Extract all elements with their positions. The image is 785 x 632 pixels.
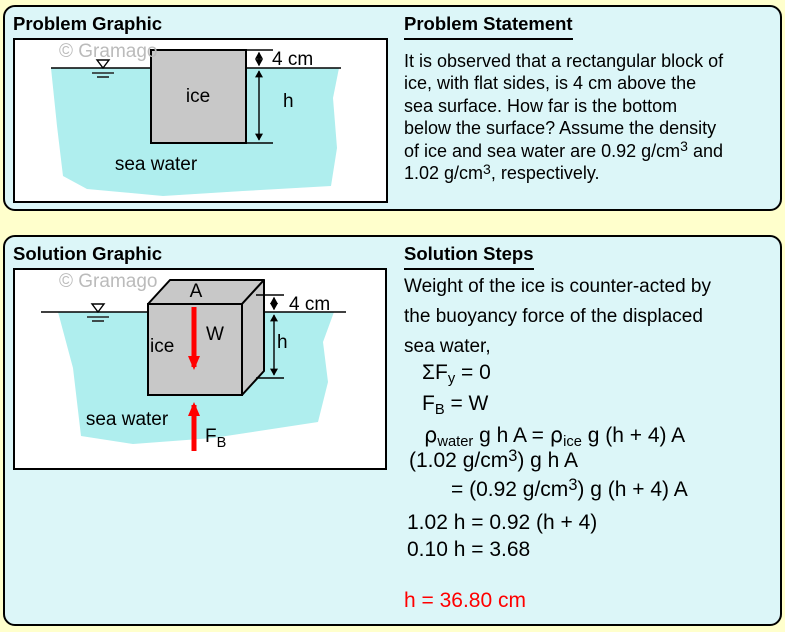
dim-h-label: h [283, 91, 294, 112]
solution-steps-title: Solution Steps [404, 243, 534, 270]
buoyancy-label: $F_B$ [205, 426, 227, 451]
equation-line: h = 36.80 cm [404, 589, 526, 612]
weight-label: W [206, 324, 224, 345]
solution-panel [3, 235, 782, 626]
statement-line: 1.02 $g/cm^3$, respectively. [404, 160, 600, 183]
problem-graphic-frame [13, 38, 388, 203]
equation-line: FB = W [422, 392, 489, 418]
problem-statement-text [404, 50, 723, 184]
statement-line: below the surface? Assume the density [404, 118, 717, 139]
equation-line: = (0.92 $g/cm^3$) g (h + 4) A [451, 475, 688, 501]
solution-graphic-title: Solution Graphic [13, 243, 163, 264]
solution-equations [404, 360, 688, 612]
equation-line: (1.02 $g/cm^3$) g h A [409, 446, 579, 472]
dim-4cm-label: 4 cm [289, 294, 331, 315]
solution-intro-text [404, 272, 711, 362]
sea-water-label: sea water [85, 409, 169, 430]
watermark: © Gramago [59, 41, 158, 62]
statement-line: of ice and sea water are 0.92 $g/cm^3$ and [404, 138, 724, 161]
problem-statement-title: Problem Statement [404, 13, 573, 40]
equation-line: 1.02 h = 0.92 (h + 4) [407, 511, 598, 534]
ice-label: ice [185, 86, 211, 107]
solution-graphic-frame [13, 268, 387, 470]
statement-line: It is observed that a rectangular block of [404, 51, 724, 71]
dim-4cm-label: 4 cm [272, 49, 314, 70]
statement-line: ice, with flat sides, is 4 cm above the [404, 73, 697, 94]
intro-line: sea water, [404, 336, 491, 357]
equation-line: ρwater g h A = ρice g (h + 4) A [424, 423, 686, 450]
statement-line: sea surface. How far is the bottom [404, 95, 678, 116]
intro-line: Weight of the ice is counter-acted by [404, 276, 711, 297]
problem-panel [3, 5, 782, 211]
solution-diagram [15, 270, 385, 468]
free-surface-marker-icon [92, 304, 104, 312]
equation-line: ΣFy = 0 [422, 361, 491, 387]
equation-line: 0.10 h = 3.68 [407, 538, 531, 561]
watermark: © Gramago [59, 271, 158, 292]
area-label: A [189, 281, 203, 302]
intro-line: the buoyancy force of the displaced [404, 306, 703, 327]
problem-diagram [15, 40, 386, 201]
sea-water-label: sea water [114, 154, 198, 175]
ice-label: ice [150, 336, 175, 357]
problem-graphic-title: Problem Graphic [13, 13, 163, 34]
dim-h-label: h [277, 332, 288, 353]
